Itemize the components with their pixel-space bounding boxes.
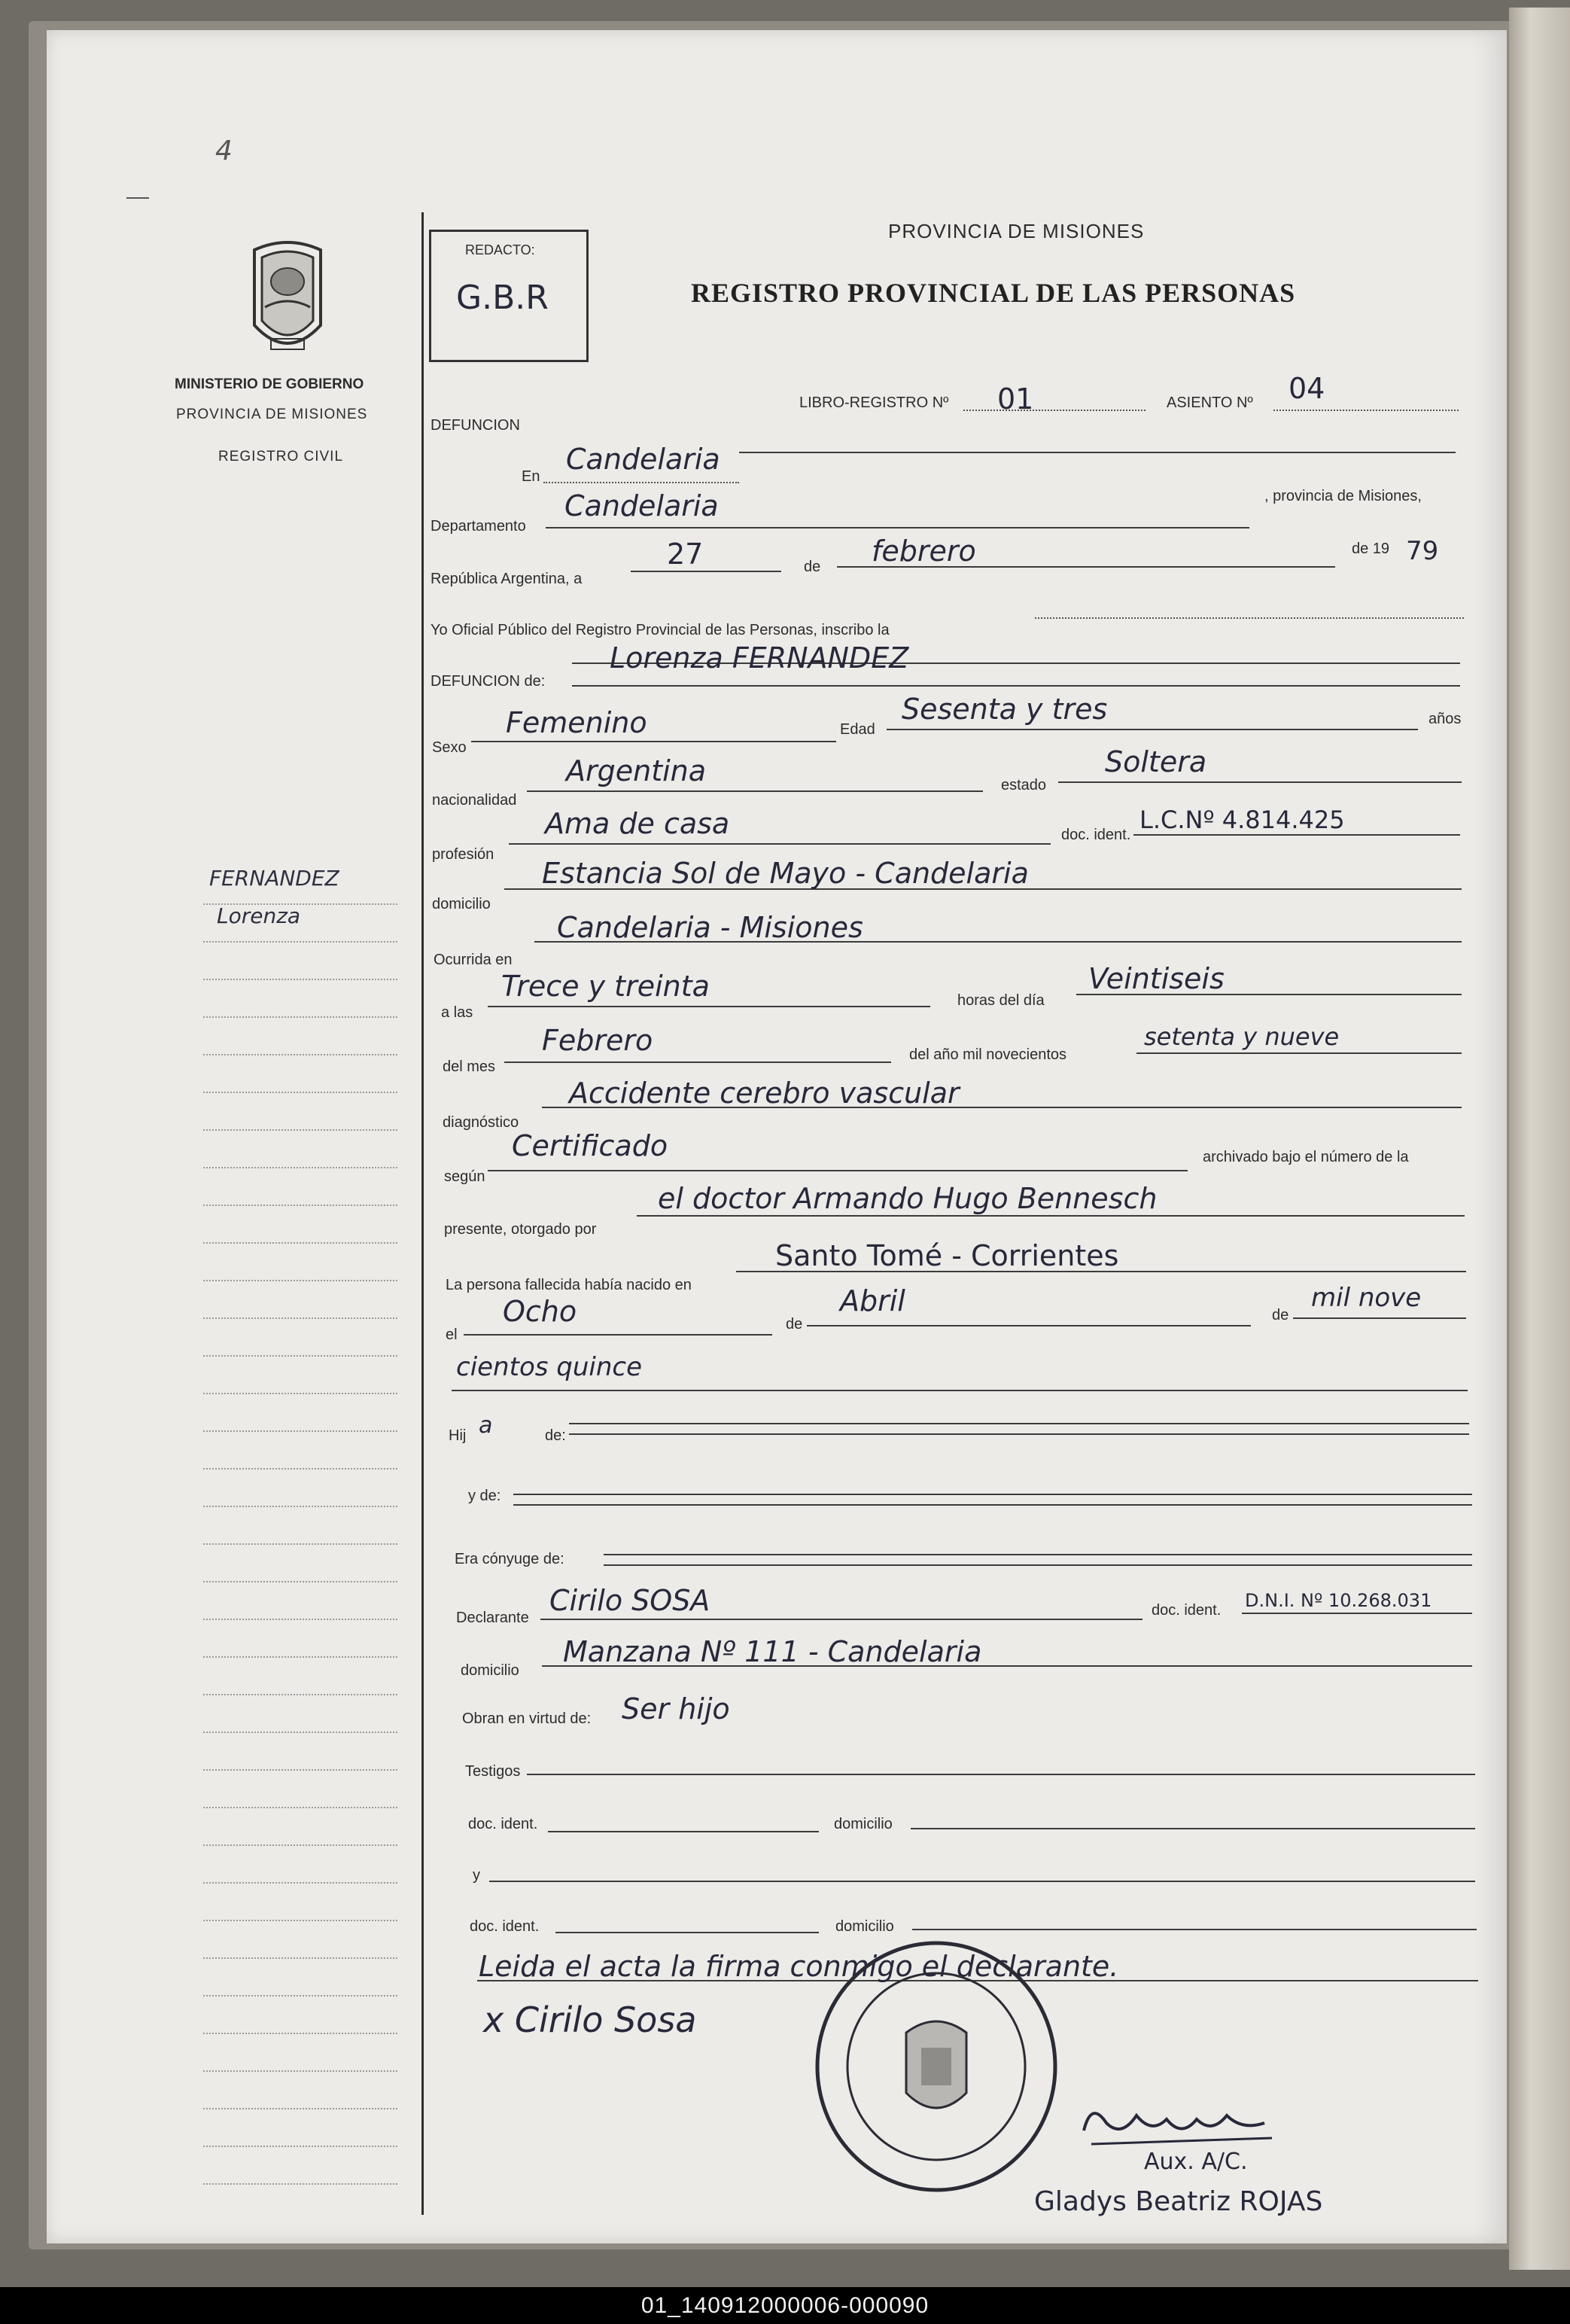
alas-value: Trece y treinta (501, 970, 710, 1003)
decl-docident-label: doc. ident. (1152, 1602, 1222, 1619)
header-title: REGISTRO PROVINCIAL DE LAS PERSONAS (691, 278, 1296, 308)
page-tick (126, 197, 149, 199)
ocurrida-label: Ocurrida en (434, 952, 513, 968)
conyuge-label: Era cónyuge de: (455, 1551, 564, 1567)
official-title: Aux. A/C. (1144, 2149, 1248, 2175)
de-abril-label: de (786, 1316, 803, 1333)
diagnostico-value: Accidente cerebro vascular (569, 1077, 960, 1110)
book-spine (1509, 8, 1570, 2270)
docident-label: doc. ident. (1061, 827, 1131, 843)
estado-value: Soltera (1105, 745, 1207, 778)
ocurrida-value: Candelaria - Misiones (557, 911, 863, 944)
declarante-signature: x Cirilo Sosa (483, 2000, 697, 2040)
profesion-value: Ama de casa (545, 807, 730, 840)
asiento-label: ASIENTO Nº (1167, 394, 1253, 411)
obran-value: Ser hijo (622, 1692, 730, 1725)
diagnostico-label: diagnóstico (443, 1114, 519, 1131)
horas-value: Veintiseis (1088, 962, 1225, 995)
t2-domicilio-label: domicilio (835, 1918, 894, 1935)
official-stamp-icon (808, 1935, 1064, 2198)
domicilio-label: domicilio (432, 896, 491, 912)
asiento-value: 04 (1289, 372, 1325, 405)
defuncion-de-label: DEFUNCION de: (431, 673, 546, 690)
alas-label: a las (441, 1004, 473, 1021)
header-province: PROVINCIA DE MISIONES (888, 220, 1145, 242)
margin-surname: FERNANDEZ (209, 866, 339, 891)
sexo-label: Sexo (432, 739, 467, 756)
sexo-value: Femenino (506, 706, 647, 739)
de-mil-label: de (1272, 1307, 1289, 1323)
republica-label: República Argentina, a (431, 571, 583, 587)
defuncion-de-value: Lorenza FERNANDEZ (610, 641, 909, 675)
archivado-label: archivado bajo el número de la (1203, 1149, 1409, 1165)
t2-docident-label: doc. ident. (470, 1918, 540, 1935)
en-label: En (522, 468, 540, 485)
defuncion-label: DEFUNCION (431, 417, 520, 434)
column-divider (421, 212, 424, 2215)
docident-value: L.C.Nº 4.814.425 (1139, 806, 1345, 834)
de-label: de (804, 559, 821, 575)
anio-value: 79 (1406, 536, 1439, 566)
yde-label: y de: (468, 1488, 501, 1504)
edad-label: Edad (840, 721, 875, 738)
registry-label: REGISTRO CIVIL (218, 449, 344, 464)
abril-value: Abril (840, 1284, 905, 1317)
hijo-de-label: de: (545, 1427, 566, 1444)
segun-value: Certificado (512, 1129, 668, 1162)
province-label: PROVINCIA DE MISIONES (176, 407, 368, 422)
nacionalidad-label: nacionalidad (432, 792, 517, 809)
decl-docident-value: D.N.I. Nº 10.268.031 (1245, 1590, 1432, 1611)
margin-name: Lorenza (217, 903, 301, 928)
official-name: Gladys Beatriz ROJAS (1034, 2186, 1323, 2217)
horas-label: horas del día (957, 992, 1045, 1009)
estado-label: estado (1001, 777, 1047, 793)
redacto-value: G.B.R (456, 279, 549, 317)
presente-value: el doctor Armando Hugo Bennesch (658, 1182, 1158, 1215)
anios-label: años (1429, 711, 1462, 727)
t1-docident-label: doc. ident. (468, 1816, 538, 1832)
testigos-label: Testigos (465, 1763, 521, 1780)
decl-domicilio-value: Manzana Nº 111 - Candelaria (563, 1635, 982, 1668)
y-label: y (473, 1867, 480, 1884)
el-value: Ocho (503, 1295, 577, 1328)
mil-value: mil nove (1311, 1283, 1422, 1313)
obran-label: Obran en virtud de: (462, 1710, 592, 1727)
page-number: 4 (215, 136, 233, 166)
cientos-value: cientos quince (456, 1352, 642, 1382)
profesion-label: profesión (432, 846, 494, 863)
nacido-label: La persona fallecida había nacido en (446, 1277, 692, 1293)
edad-value: Sesenta y tres (902, 693, 1108, 726)
nacido-value: Santo Tomé - Corrientes (775, 1239, 1119, 1272)
official-signature-icon (1076, 2093, 1287, 2153)
nacionalidad-value: Argentina (566, 754, 707, 787)
hijo-label: Hij (449, 1427, 467, 1444)
delmes-label: del mes (443, 1058, 496, 1075)
presente-label: presente, otorgado por (444, 1221, 597, 1238)
provincia-suffix: , provincia de Misiones, (1264, 488, 1422, 504)
image-caption: 01_140912000006-000090 (640, 2293, 930, 2318)
declarante-value: Cirilo SOSA (549, 1584, 710, 1617)
segun-label: según (444, 1168, 485, 1185)
libro-label: LIBRO-REGISTRO Nº (799, 394, 949, 411)
domicilio-value: Estancia Sol de Mayo - Candelaria (542, 857, 1029, 890)
mes-value: febrero (872, 535, 976, 568)
coat-of-arms-icon (239, 235, 336, 364)
leida-value: Leida el acta la firma conmigo el declarante. (479, 1950, 1119, 1983)
anio-mil-label: del año mil novecientos (909, 1046, 1067, 1063)
el-label: el (446, 1326, 458, 1343)
delmes-value: Febrero (542, 1024, 653, 1057)
anio-mil-value: setenta y nueve (1144, 1022, 1340, 1051)
declarante-label: Declarante (456, 1610, 529, 1626)
ministry-label: MINISTERIO DE GOBIERNO (175, 376, 364, 392)
dia-value: 27 (667, 538, 704, 571)
departamento-value: Candelaria (564, 489, 719, 522)
hijo-suffix: a (479, 1412, 493, 1439)
libro-value: 01 (997, 382, 1034, 416)
t1-domicilio-label: domicilio (834, 1816, 893, 1832)
en-value: Candelaria (566, 443, 720, 476)
redacto-label: REDACTO: (465, 242, 535, 257)
de19-label: de 19 (1352, 541, 1390, 557)
decl-domicilio-label: domicilio (461, 1662, 519, 1679)
departamento-label: Departamento (431, 518, 526, 535)
oficial-text: Yo Oficial Público del Registro Provincial de las Personas, inscribo la (431, 622, 890, 638)
